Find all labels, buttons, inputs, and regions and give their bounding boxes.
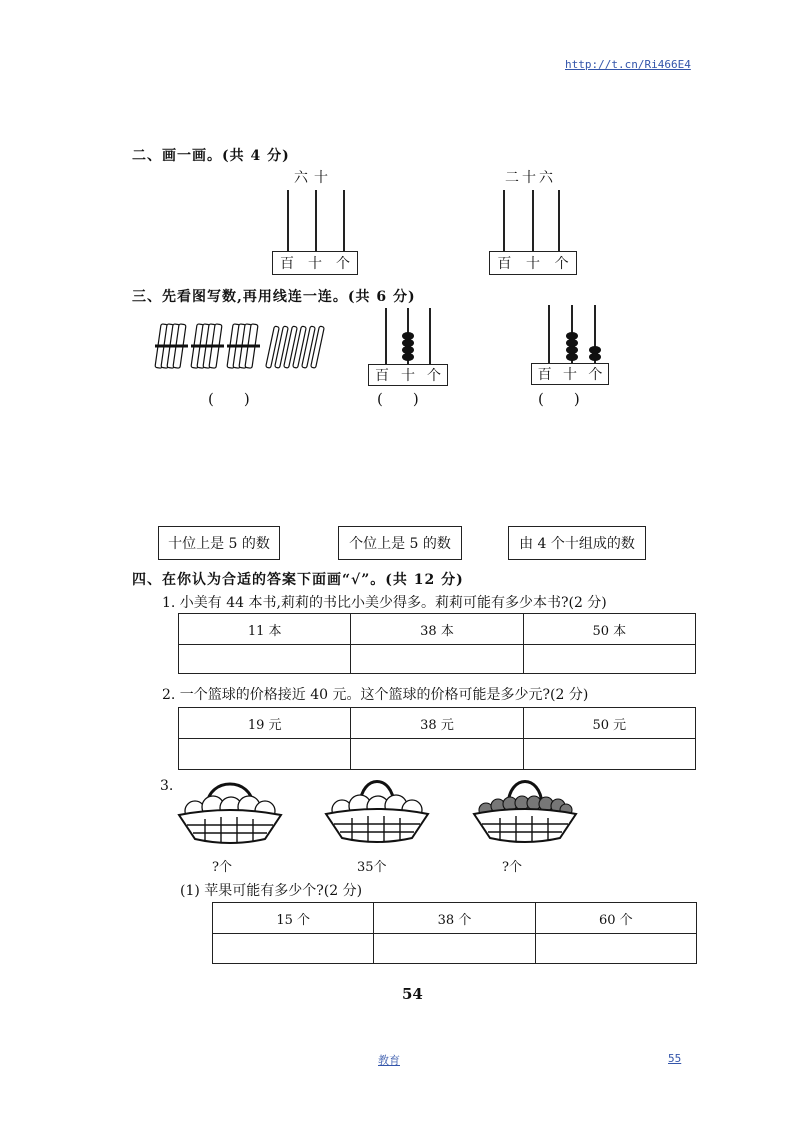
- place-ones: 个: [588, 367, 603, 383]
- abacus-rod: [532, 190, 534, 252]
- place-tens: 十: [525, 256, 540, 272]
- abacus-2: [489, 165, 584, 277]
- q3-option-60: 60 个: [535, 903, 696, 934]
- question-3-table: [212, 902, 697, 964]
- abacus-rod: [503, 190, 505, 252]
- q3-check-cell[interactable]: [374, 934, 535, 964]
- answer-blank-3[interactable]: ( ): [538, 390, 580, 408]
- place-hundreds: 百: [280, 256, 294, 272]
- abacus-1-base: [272, 251, 358, 275]
- tens-bundle-icon: [155, 324, 188, 369]
- abacus-rod: [315, 190, 317, 252]
- question-3-number: 3.: [160, 778, 174, 794]
- abacus-rod: [343, 190, 345, 252]
- place-tens: 十: [562, 367, 577, 383]
- section-4-title: 四、在你认为合适的答案下面画“√”。(共 12 分): [132, 572, 464, 588]
- question-2-text: 2. 一个篮球的价格接近 40 元。这个篮球的价格可能是多少元?(2 分): [162, 687, 589, 703]
- place-ones: 个: [427, 368, 441, 384]
- question-1-text: 1. 小美有 44 本书,莉莉的书比小美少得多。莉莉可能有多少本书?(2 分): [162, 595, 607, 611]
- option-box-ones-5[interactable]: 个位上是 5 的数: [338, 526, 462, 560]
- place-ones: 个: [554, 256, 569, 272]
- place-tens: 十: [401, 368, 415, 384]
- q3-check-cell[interactable]: [213, 934, 374, 964]
- question-2-table: [178, 707, 696, 770]
- abacus-rod: [385, 308, 387, 364]
- q2-option-50: 50 元: [523, 708, 695, 739]
- abacus-3-base: [368, 364, 448, 386]
- question-3-sub-text: (1) 苹果可能有多少个?(2 分): [180, 883, 363, 899]
- question-1-table: [178, 613, 696, 674]
- q1-option-50: 50 本: [523, 614, 695, 645]
- basket-3-caption: ?个: [502, 860, 522, 875]
- section-3-title: 三、先看图写数,再用线连一连。(共 6 分): [132, 289, 416, 305]
- stick-bundles-image: [150, 318, 330, 376]
- basket-apples-icon: [470, 772, 580, 847]
- abacus-3: [368, 308, 450, 388]
- q1-check-cell[interactable]: [351, 645, 523, 674]
- abacus-2-label: 二十六: [505, 170, 556, 186]
- q1-check-cell[interactable]: [523, 645, 695, 674]
- basket-2-caption: 35个: [357, 860, 387, 875]
- q3-option-15: 15 个: [213, 903, 374, 934]
- basket-apples-icon: [175, 775, 285, 847]
- bead: [589, 353, 601, 361]
- place-hundreds: 百: [497, 256, 512, 272]
- place-tens: 十: [308, 256, 322, 272]
- tens-bundle-icon: [191, 324, 224, 369]
- q2-check-cell[interactable]: [523, 739, 695, 770]
- abacus-1-label: 六十: [294, 170, 334, 186]
- q1-check-cell[interactable]: [179, 645, 351, 674]
- answer-blank-2[interactable]: ( ): [377, 390, 419, 408]
- bead: [402, 353, 414, 361]
- abacus-rod: [287, 190, 289, 252]
- basket-1-caption: ?个: [212, 860, 232, 875]
- abacus-2-base: [489, 251, 577, 275]
- abacus-4: [531, 305, 613, 387]
- option-box-tens-5[interactable]: 十位上是 5 的数: [158, 526, 280, 560]
- basket-apples-icon: [322, 772, 432, 847]
- place-ones: 个: [336, 256, 350, 272]
- place-hundreds: 百: [537, 367, 552, 383]
- q3-option-38: 38 个: [374, 903, 535, 934]
- place-hundreds: 百: [375, 368, 389, 384]
- q3-check-cell[interactable]: [535, 934, 696, 964]
- q2-option-38: 38 元: [351, 708, 523, 739]
- abacus-1: [272, 165, 362, 277]
- footer-link-education[interactable]: 教育: [378, 1054, 400, 1067]
- single-sticks-icon: [266, 326, 325, 368]
- abacus-rod: [558, 190, 560, 252]
- abacus-rod: [429, 308, 431, 364]
- answer-blank-1[interactable]: ( ): [208, 390, 250, 408]
- abacus-4-base: [531, 363, 609, 385]
- option-box-four-tens[interactable]: 由 4 个十组成的数: [508, 526, 646, 560]
- bead: [566, 353, 578, 361]
- section-2-title: 二、画一画。(共 4 分): [132, 148, 290, 164]
- footer-link-page-55[interactable]: 55: [668, 1052, 682, 1065]
- q2-check-cell[interactable]: [351, 739, 523, 770]
- q2-check-cell[interactable]: [179, 739, 351, 770]
- page-number: 54: [402, 985, 423, 1003]
- abacus-rod: [548, 305, 550, 363]
- q1-option-11: 11 本: [179, 614, 351, 645]
- header-url-link[interactable]: http://t.cn/Ri466E4: [565, 58, 691, 71]
- q1-option-38: 38 本: [351, 614, 523, 645]
- q2-option-19: 19 元: [179, 708, 351, 739]
- tens-bundle-icon: [227, 324, 260, 369]
